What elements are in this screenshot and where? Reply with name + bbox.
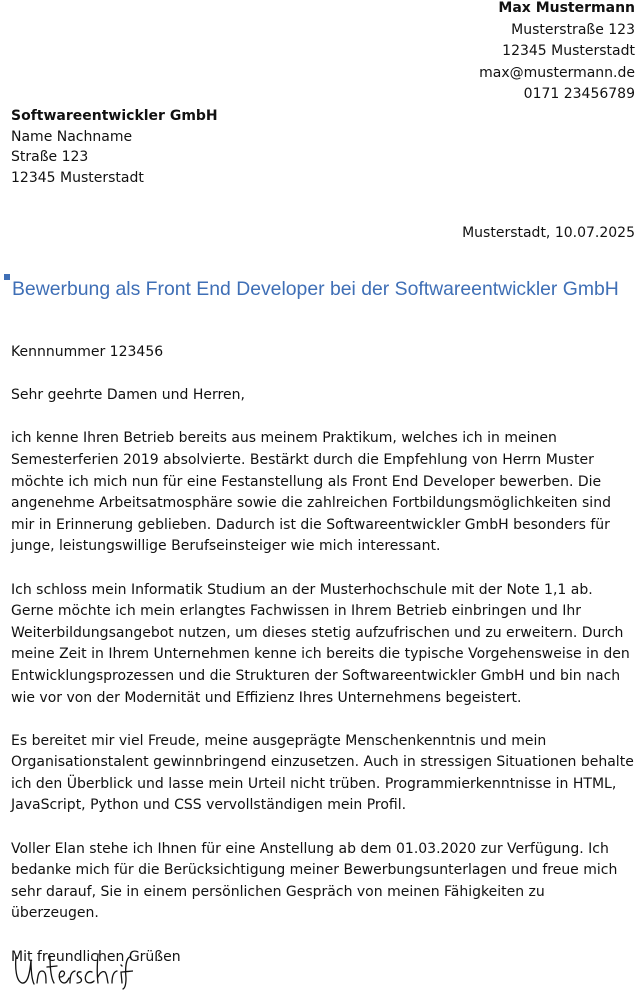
sender-email: max@mustermann.de — [479, 64, 635, 81]
body-paragraph: Voller Elan stehe ich Ihnen für eine Anstellung ab dem 01.03.2020 zur Verfügung. Ich bedanke mich für die Berücksichtigung meiner Bewerbungsunterlagen und freue mich sehr darauf, Sie in einem persönlichen Gespräch von meinen Fähigkeiten zu überzeugen. — [11, 840, 618, 922]
sender-name: Max Mustermann — [498, 0, 635, 16]
handwritten-signature — [13, 950, 133, 990]
sender-address-block — [479, 0, 635, 106]
subject-heading — [4, 271, 634, 308]
letter-date: Musterstadt, 10.07.2025 — [462, 225, 635, 241]
body-paragraph: Ich schloss mein Informatik Studium an der Musterhochschule mit der Note 1,1 ab. Gerne möchte ich mein erlangtes Fachwissen in Ihrem Betrieb einbringen und Ihr Weiterbildungsangebot nutzen, um dieses stetig aufzufrischen und zu erweitern. Durch meine Zeit in Ihrem Unternehmen kenne ich bereits die typische Vorgehensweise in den Entwicklungsprozessen und die Strukturen der Softwareentwickler GmbH und bin nach wie vor von der Modernität und Effizienz Ihres Unternehmens begeistert. — [11, 581, 630, 706]
sender-street: Musterstraße 123 — [511, 21, 635, 38]
salutation: Sehr geehrte Damen und Herren, — [11, 387, 245, 404]
closing: Mit freundlichen Grüßen — [11, 948, 181, 965]
subject-text: Bewerbung als Front End Developer bei der Softwareentwickler GmbH — [12, 278, 619, 300]
recipient-street: Straße 123 — [11, 149, 89, 165]
recipient-city: 12345 Musterstadt — [11, 169, 144, 186]
body-paragraph: Es bereitet mir viel Freude, meine ausgeprägte Menschenkenntnis und mein Organisationstalent gewinnbringend einzusetzen. Auch in stressigen Situationen behalte ich den Überblick und lasse mein Urteil nicht trüben. Programmierkenntnisse in HTML, JavaScript, Python und CSS vervollständigen mein Profil. — [11, 732, 634, 814]
heading-marker-icon — [4, 274, 10, 280]
recipient-company: Softwareentwickler GmbH — [11, 108, 218, 124]
body-paragraph: ich kenne Ihren Betrieb bereits aus meinem Praktikum, welches ich in meinen Semesterferien 2019 absolvierte. Bestärkt durch die Empfehlung von Herrn Muster möchte ich mich nun für eine Festanstellung als Front End Developer bewerben. Die angenehme Arbeitsatmosphäre sowie die zahlreichen Fortbildungsmöglichkeiten sind mir in Erinnerung geblieben. Dadurch ist die Softwareentwickler GmbH besonders für junge, leistungswillige Berufseinsteiger wie mich interessant. — [11, 430, 611, 555]
sender-phone: 0171 23456789 — [523, 86, 635, 103]
recipient-contact: Name Nachname — [11, 128, 133, 145]
reference-number: Kennnummer 123456 — [11, 344, 164, 360]
sender-city: 12345 Musterstadt — [502, 43, 635, 60]
letter-body — [11, 342, 636, 968]
recipient-address-block — [11, 106, 218, 188]
